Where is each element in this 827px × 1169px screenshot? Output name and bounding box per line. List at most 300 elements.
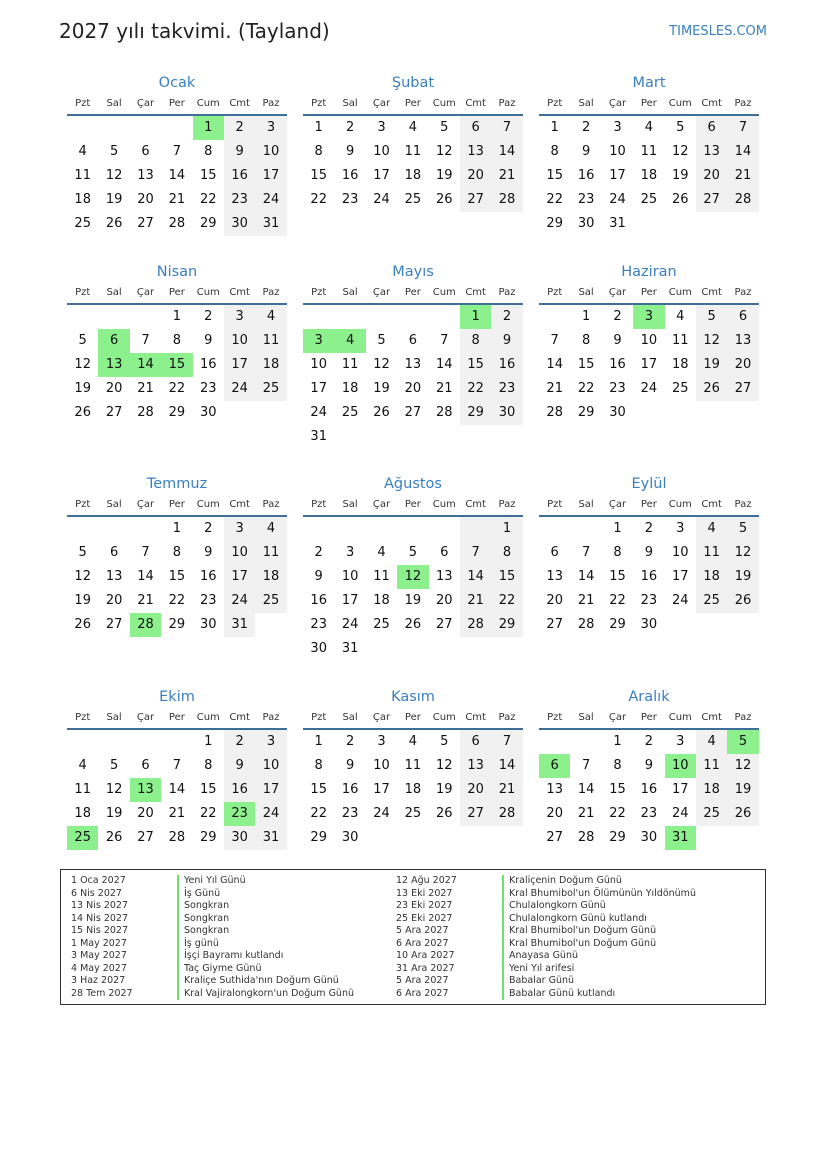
month-name: Nisan <box>156 264 198 280</box>
day-cell: 19 <box>404 593 422 608</box>
day-cell: 14 <box>491 754 522 778</box>
day-cell: 31 <box>609 216 626 231</box>
weekday-header: Paz <box>498 712 516 723</box>
day-cell: 22 <box>168 381 186 396</box>
empty-day-cell <box>366 517 397 541</box>
legend-date: 3 Haz 2027 <box>71 975 126 986</box>
weekday-header: Pzt <box>547 287 563 298</box>
day-cell: 25 <box>404 192 422 207</box>
day-cell: 7 <box>141 333 150 348</box>
legend-date: 14 Nis 2027 <box>71 912 128 924</box>
legend-holiday-name: Taç Giyme Günü <box>177 963 261 976</box>
weekday-header: Cmt <box>465 499 486 510</box>
month-grid <box>67 283 287 425</box>
day-cell: 8 <box>550 144 559 159</box>
month-block <box>303 473 523 661</box>
day-cell: 19 <box>74 593 91 608</box>
month-block <box>539 686 759 850</box>
day-cell: 26 <box>727 589 758 613</box>
day-cell: 27 <box>137 216 154 231</box>
day-cell: 18 <box>696 565 727 589</box>
weekday-header: Çar <box>608 499 627 510</box>
month-grid <box>303 708 523 850</box>
day-cell: 7 <box>581 545 591 560</box>
day-cell: 30 <box>199 405 217 420</box>
month-block <box>67 686 287 850</box>
day-cell: 2 <box>204 309 213 324</box>
day-cell: 22 <box>199 806 217 821</box>
day-cell: 30 <box>341 830 359 845</box>
legend-date: 5 Ara 2027 <box>396 925 449 936</box>
day-cell: 26 <box>74 405 91 420</box>
day-cell: 1 <box>613 734 622 749</box>
day-cell: 12 <box>105 782 123 797</box>
day-cell: 27 <box>105 405 123 420</box>
day-cell: 15 <box>460 353 491 377</box>
legend-holiday-name: İşçi Bayramı kutlandı <box>177 950 283 963</box>
weekday-header: Pzt <box>75 499 91 510</box>
holiday-day-cell: 5 <box>727 730 758 754</box>
month-grid <box>539 495 759 637</box>
holiday-day-cell: 25 <box>67 826 98 850</box>
legend-date: 15 Nis 2027 <box>71 925 128 936</box>
holiday-day-cell: 28 <box>130 613 161 637</box>
day-cell: 20 <box>460 164 491 188</box>
weekday-header: Cmt <box>701 712 722 723</box>
day-cell: 24 <box>609 192 626 207</box>
empty-day-cell <box>429 305 460 329</box>
day-cell: 6 <box>440 545 449 560</box>
day-cell: 14 <box>168 168 186 183</box>
day-cell: 28 <box>727 188 758 212</box>
month-grid <box>67 495 287 637</box>
day-cell: 26 <box>671 192 689 207</box>
day-cell: 24 <box>255 802 286 826</box>
holiday-day-cell: 13 <box>130 778 161 802</box>
day-cell: 28 <box>546 405 563 420</box>
day-cell: 23 <box>640 806 658 821</box>
day-cell: 5 <box>727 517 758 541</box>
day-cell: 8 <box>172 333 181 348</box>
day-cell: 1 <box>550 120 559 135</box>
day-cell: 15 <box>491 565 522 589</box>
day-cell: 6 <box>550 545 559 560</box>
month-name: Şubat <box>391 75 435 91</box>
day-cell: 23 <box>310 617 327 632</box>
day-cell: 6 <box>141 758 150 773</box>
day-cell: 8 <box>613 545 622 560</box>
day-cell: 22 <box>199 192 217 207</box>
empty-day-cell <box>429 517 460 541</box>
day-cell: 18 <box>74 192 91 207</box>
weekday-header: Per <box>168 98 185 109</box>
weekday-header: Per <box>168 287 185 298</box>
day-cell: 27 <box>105 617 123 632</box>
day-cell: 3 <box>377 734 386 749</box>
site-link[interactable]: TIMESLES.COM <box>669 24 767 39</box>
weekday-header: Per <box>404 287 421 298</box>
weekday-header: Sal <box>578 712 594 723</box>
day-cell: 21 <box>137 593 154 608</box>
day-cell: 29 <box>199 830 217 845</box>
day-cell: 17 <box>255 164 286 188</box>
day-cell: 30 <box>224 826 255 850</box>
empty-day-cell <box>67 116 98 140</box>
day-cell: 10 <box>640 333 658 348</box>
day-cell: 25 <box>671 381 689 396</box>
day-cell: 18 <box>255 565 286 589</box>
weekday-header: Cmt <box>701 287 722 298</box>
day-cell: 24 <box>255 188 286 212</box>
day-cell: 15 <box>168 569 186 584</box>
day-cell: 20 <box>404 381 422 396</box>
legend-holiday-name: Kral Bhumibol'un Ölümünün Yıldönümü <box>502 888 696 901</box>
day-cell: 1 <box>581 309 591 324</box>
day-cell: 19 <box>727 778 758 802</box>
weekday-header: Per <box>640 98 657 109</box>
day-cell: 2 <box>314 545 323 560</box>
day-cell: 3 <box>613 120 622 135</box>
day-cell: 23 <box>199 381 217 396</box>
month-block <box>303 261 523 449</box>
weekday-header: Per <box>168 499 185 510</box>
legend-holiday-name: Kral Vajiralongkorn'un Doğum Günü <box>177 988 354 1001</box>
weekday-header: Cmt <box>229 287 250 298</box>
day-cell: 25 <box>696 589 727 613</box>
day-cell: 9 <box>581 144 591 159</box>
day-cell: 22 <box>310 192 327 207</box>
day-cell: 22 <box>491 589 522 613</box>
day-cell: 10 <box>609 144 626 159</box>
day-cell: 15 <box>310 782 327 797</box>
day-cell: 5 <box>676 120 685 135</box>
day-cell: 27 <box>435 617 453 632</box>
day-cell: 27 <box>727 377 758 401</box>
day-cell: 16 <box>609 357 626 372</box>
day-cell: 28 <box>168 830 186 845</box>
day-cell: 4 <box>255 517 286 541</box>
weekday-header: Cmt <box>229 499 250 510</box>
day-cell: 8 <box>613 758 622 773</box>
legend-holiday-name: Songkran <box>177 925 229 938</box>
empty-day-cell <box>303 517 334 541</box>
day-cell: 2 <box>613 309 622 324</box>
day-cell: 25 <box>373 617 390 632</box>
month-block <box>67 261 287 425</box>
day-cell: 23 <box>609 381 626 396</box>
month-name: Ağustos <box>384 476 442 492</box>
day-cell: 7 <box>581 758 591 773</box>
month-grid <box>303 283 523 449</box>
day-cell: 12 <box>727 754 758 778</box>
day-cell: 5 <box>408 545 417 560</box>
day-cell: 24 <box>671 806 689 821</box>
day-cell: 12 <box>671 144 689 159</box>
month-block <box>67 72 287 236</box>
holiday-day-cell: 1 <box>193 116 224 140</box>
day-cell: 15 <box>577 357 595 372</box>
day-cell: 18 <box>341 381 359 396</box>
day-cell: 16 <box>640 569 658 584</box>
day-cell: 16 <box>199 569 217 584</box>
day-cell: 13 <box>460 140 491 164</box>
weekday-header: Cmt <box>465 712 486 723</box>
day-cell: 14 <box>577 782 595 797</box>
day-cell: 11 <box>404 144 422 159</box>
day-cell: 4 <box>377 545 386 560</box>
day-cell: 10 <box>224 329 255 353</box>
empty-day-cell <box>161 116 192 140</box>
day-cell: 26 <box>696 377 727 401</box>
weekday-header: Per <box>640 712 657 723</box>
day-cell: 9 <box>345 758 355 773</box>
day-cell: 5 <box>78 545 87 560</box>
weekday-header: Per <box>404 712 421 723</box>
holiday-day-cell: 1 <box>460 305 491 329</box>
weekday-header: Per <box>168 712 185 723</box>
day-cell: 10 <box>255 754 286 778</box>
day-cell: 24 <box>341 617 359 632</box>
weekday-header: Cum <box>196 287 220 298</box>
day-cell: 23 <box>341 192 359 207</box>
weekday-header: Çar <box>608 98 627 109</box>
weekday-header: Paz <box>734 287 752 298</box>
holiday-day-cell: 10 <box>665 754 696 778</box>
day-cell: 16 <box>224 164 255 188</box>
day-cell: 21 <box>137 381 154 396</box>
day-cell: 12 <box>74 357 91 372</box>
day-cell: 12 <box>727 541 758 565</box>
day-cell: 2 <box>204 521 213 536</box>
legend-holiday-name: İş günü <box>177 938 219 951</box>
day-cell: 7 <box>172 144 181 159</box>
day-cell: 24 <box>373 192 390 207</box>
day-cell: 8 <box>204 758 213 773</box>
day-cell: 29 <box>609 617 626 632</box>
day-cell: 27 <box>546 617 563 632</box>
day-cell: 10 <box>224 541 255 565</box>
day-cell: 11 <box>696 754 727 778</box>
day-cell: 11 <box>671 333 689 348</box>
day-cell: 20 <box>435 593 453 608</box>
day-cell: 3 <box>224 517 255 541</box>
weekday-header: Sal <box>578 499 594 510</box>
month-name: Ekim <box>159 689 195 705</box>
legend-date: 12 Ağu 2027 <box>396 875 457 886</box>
weekday-header: Çar <box>136 287 155 298</box>
day-cell: 13 <box>404 357 422 372</box>
day-cell: 17 <box>224 565 255 589</box>
holiday-day-cell: 12 <box>397 565 428 589</box>
day-cell: 6 <box>141 144 150 159</box>
day-cell: 18 <box>404 168 422 183</box>
weekday-header: Paz <box>734 712 752 723</box>
empty-day-cell <box>539 730 570 754</box>
day-cell: 24 <box>224 377 255 401</box>
day-cell: 12 <box>435 144 453 159</box>
day-cell: 21 <box>460 589 491 613</box>
holiday-day-cell: 3 <box>633 305 664 329</box>
day-cell: 4 <box>696 730 727 754</box>
legend-date: 28 Tem 2027 <box>71 987 133 999</box>
weekday-header: Pzt <box>75 287 91 298</box>
weekday-header: Çar <box>372 712 391 723</box>
holiday-day-cell: 6 <box>98 329 129 353</box>
legend-holiday-name: Kraliçenin Doğum Günü <box>502 875 622 888</box>
day-cell: 10 <box>373 758 390 773</box>
day-cell: 5 <box>109 144 119 159</box>
day-cell: 23 <box>491 377 522 401</box>
month-block <box>539 72 759 236</box>
day-cell: 11 <box>341 357 359 372</box>
day-cell: 31 <box>224 613 255 637</box>
day-cell: 8 <box>581 333 591 348</box>
day-cell: 29 <box>546 216 563 231</box>
day-cell: 4 <box>408 120 417 135</box>
empty-day-cell <box>334 305 365 329</box>
weekday-header: Çar <box>136 98 155 109</box>
month-grid <box>67 94 287 236</box>
weekday-header: Pzt <box>75 98 91 109</box>
weekday-header: Cum <box>432 499 456 510</box>
day-cell: 16 <box>199 357 217 372</box>
legend-holiday-name: Kral Bhumibol'un Doğum Günü <box>502 938 656 951</box>
day-cell: 30 <box>199 617 217 632</box>
weekday-header: Pzt <box>311 287 327 298</box>
holiday-day-cell: 4 <box>334 329 365 353</box>
weekday-header: Cum <box>196 499 220 510</box>
empty-day-cell <box>67 730 98 754</box>
legend-holiday-name: Babalar Günü <box>502 975 574 988</box>
holiday-day-cell: 6 <box>539 754 570 778</box>
month-block <box>67 473 287 637</box>
legend-date: 6 Nis 2027 <box>71 887 122 899</box>
day-cell: 29 <box>168 617 186 632</box>
day-cell: 30 <box>224 212 255 236</box>
day-cell: 23 <box>341 806 359 821</box>
empty-day-cell <box>67 517 98 541</box>
day-cell: 9 <box>204 545 213 560</box>
day-cell: 18 <box>404 782 422 797</box>
day-cell: 29 <box>199 216 217 231</box>
day-cell: 28 <box>491 802 522 826</box>
day-cell: 6 <box>109 545 119 560</box>
weekday-header: Pzt <box>75 712 91 723</box>
empty-day-cell <box>161 730 192 754</box>
day-cell: 20 <box>460 778 491 802</box>
month-grid <box>539 708 759 850</box>
day-cell: 12 <box>696 329 727 353</box>
legend-holiday-name: Yeni Yıl arifesi <box>502 963 574 976</box>
day-cell: 25 <box>640 192 658 207</box>
day-cell: 25 <box>74 216 91 231</box>
empty-day-cell <box>460 517 491 541</box>
day-cell: 27 <box>404 405 422 420</box>
day-cell: 21 <box>168 192 186 207</box>
day-cell: 9 <box>613 333 622 348</box>
day-cell: 25 <box>404 806 422 821</box>
day-cell: 8 <box>460 329 491 353</box>
day-cell: 29 <box>609 830 626 845</box>
day-cell: 14 <box>727 140 758 164</box>
day-cell: 18 <box>74 806 91 821</box>
weekday-header: Per <box>404 499 421 510</box>
day-cell: 3 <box>255 116 286 140</box>
page-title: 2027 yılı takvimi. (Tayland) <box>59 19 330 43</box>
day-cell: 13 <box>546 782 563 797</box>
day-cell: 3 <box>676 734 685 749</box>
day-cell: 2 <box>491 305 522 329</box>
weekday-header: Cmt <box>465 287 486 298</box>
day-cell: 18 <box>255 353 286 377</box>
weekday-header: Cmt <box>229 712 250 723</box>
day-cell: 15 <box>310 168 327 183</box>
day-cell: 7 <box>491 730 522 754</box>
weekday-header: Sal <box>106 287 122 298</box>
day-cell: 7 <box>550 333 559 348</box>
weekday-header: Pzt <box>311 712 327 723</box>
weekday-header: Çar <box>372 499 391 510</box>
day-cell: 22 <box>546 192 563 207</box>
month-block <box>303 686 523 850</box>
day-cell: 3 <box>377 120 386 135</box>
day-cell: 5 <box>377 333 386 348</box>
day-cell: 14 <box>546 357 563 372</box>
legend-holiday-name: Yeni Yıl Günü <box>177 875 246 888</box>
legend-date: 13 Nis 2027 <box>71 900 128 911</box>
day-cell: 26 <box>373 405 390 420</box>
day-cell: 17 <box>373 782 390 797</box>
empty-day-cell <box>397 517 428 541</box>
legend-date: 31 Ara 2027 <box>396 962 455 974</box>
day-cell: 11 <box>373 569 390 584</box>
legend-holiday-name: Songkran <box>177 900 229 913</box>
legend-holiday-name: Kral Bhumibol'un Doğum Günü <box>502 925 656 938</box>
day-cell: 5 <box>440 734 449 749</box>
day-cell: 1 <box>491 517 522 541</box>
month-grid <box>539 283 759 425</box>
day-cell: 17 <box>341 593 359 608</box>
day-cell: 23 <box>577 192 595 207</box>
day-cell: 8 <box>172 545 181 560</box>
weekday-header: Paz <box>262 499 280 510</box>
month-grid <box>67 708 287 850</box>
day-cell: 19 <box>105 192 123 207</box>
legend-date: 1 May 2027 <box>71 937 127 949</box>
month-block <box>539 473 759 637</box>
day-cell: 12 <box>74 569 91 584</box>
month-name: Mart <box>632 75 666 91</box>
day-cell: 11 <box>255 541 286 565</box>
day-cell: 13 <box>696 140 727 164</box>
legend-date: 4 May 2027 <box>71 962 127 974</box>
day-cell: 19 <box>105 806 123 821</box>
day-cell: 20 <box>137 192 154 207</box>
day-cell: 14 <box>435 357 453 372</box>
day-cell: 9 <box>491 329 522 353</box>
day-cell: 18 <box>671 357 689 372</box>
day-cell: 11 <box>74 782 91 797</box>
day-cell: 3 <box>676 521 685 536</box>
weekday-header: Paz <box>734 98 752 109</box>
day-cell: 23 <box>224 188 255 212</box>
day-cell: 19 <box>373 381 390 396</box>
month-name: Kasım <box>391 689 435 705</box>
legend-date: 6 Ara 2027 <box>396 937 449 949</box>
day-cell: 28 <box>137 405 154 420</box>
weekday-header: Sal <box>578 287 594 298</box>
day-cell: 19 <box>671 168 689 183</box>
